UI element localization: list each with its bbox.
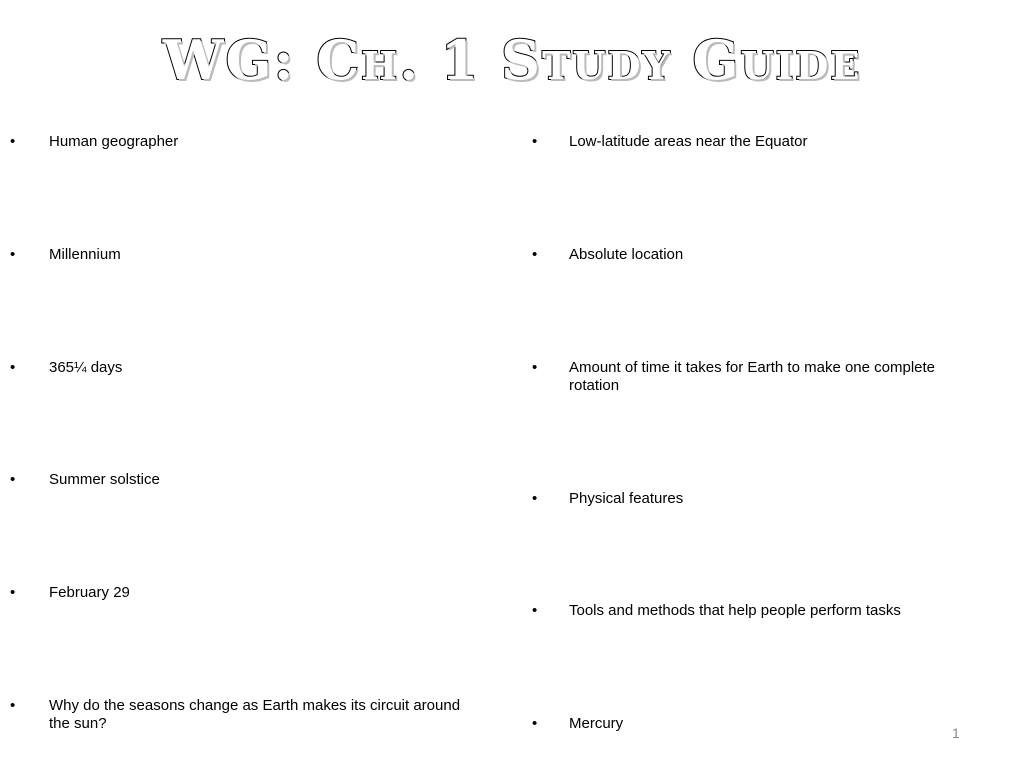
bullet-icon: • [532,490,538,507]
list-item-text: February 29 [49,584,130,601]
bullet-icon: • [532,602,538,619]
list-item-text: Millennium [49,246,121,263]
list-item-text: Low-latitude areas near the Equator [569,133,808,150]
bullet-icon: • [10,133,16,150]
list-item [532,133,982,151]
page-number: 1 [952,725,960,741]
bullet-icon: • [532,133,538,150]
bullet-icon: • [10,246,16,263]
list-item-text: Tools and methods that help people perform tasks [569,602,901,619]
list-item [10,359,480,377]
list-item-text: Mercury [569,715,624,732]
slide-title: WG: Ch. 1 Study Guide [162,28,862,92]
list-item [10,471,480,489]
list-item-text: Why do the seasons change as Earth makes its circuit around the sun? [49,697,461,732]
list-item [532,246,982,264]
bullet-icon: • [10,697,16,714]
list-item-text: Summer solstice [49,471,160,488]
list-item [532,359,982,395]
bullet-icon: • [10,471,16,488]
list-item-text: 365¼ days [49,359,123,376]
list-item-text: Human geographer [49,133,179,150]
list-item [532,715,982,733]
list-item [10,697,480,733]
list-item-text: Physical features [569,490,684,507]
list-item [10,133,480,151]
bullet-icon: • [532,715,538,732]
list-item [10,584,480,602]
list-item-text: Amount of time it takes for Earth to make one complete rotation [569,359,936,394]
list-item-text: Absolute location [569,246,684,263]
bullet-icon: • [532,359,538,376]
bullet-icon: • [10,359,16,376]
list-item [10,246,480,264]
bullet-icon: • [532,246,538,263]
list-item [532,490,982,508]
bullet-icon: • [10,584,16,601]
list-item [532,602,982,620]
